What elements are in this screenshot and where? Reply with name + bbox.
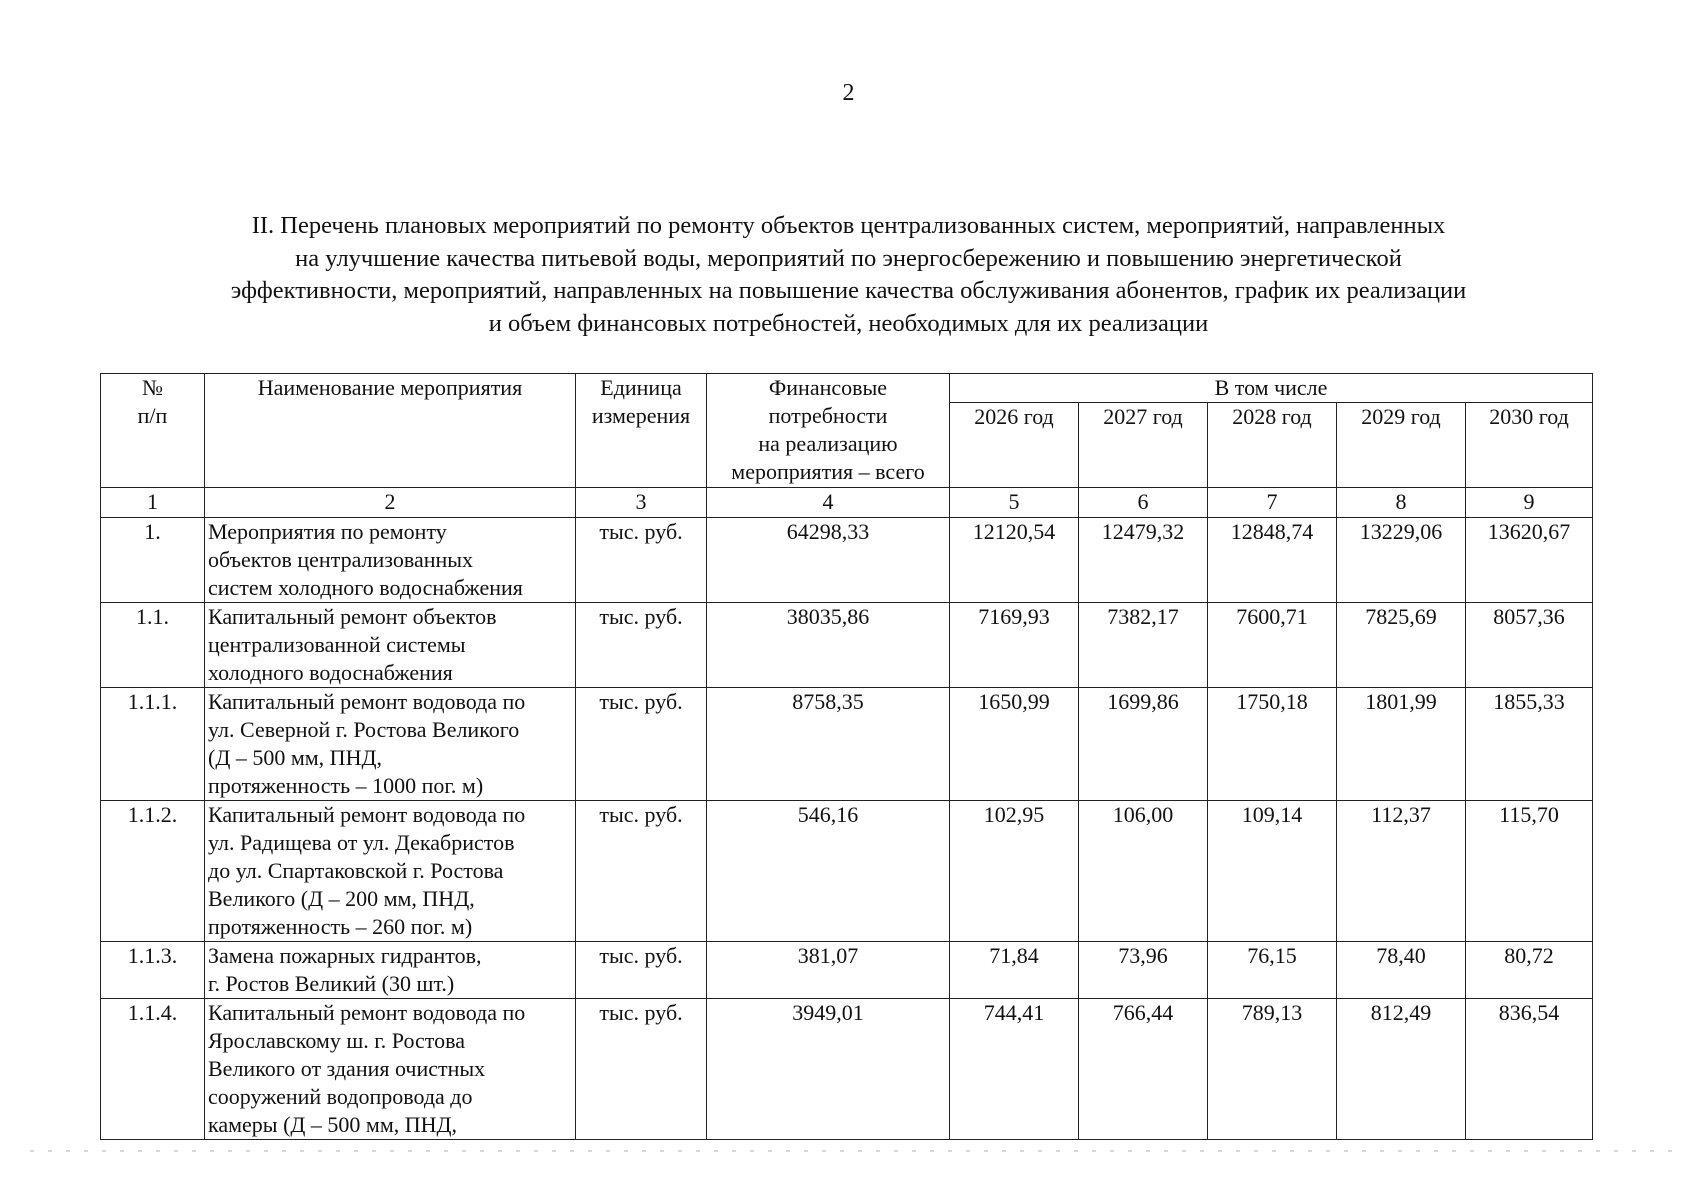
cell-year-value: 7169,93 — [950, 603, 1079, 688]
cell-year-value: 13620,67 — [1466, 518, 1593, 603]
cell-num: 1.1.4. — [101, 999, 205, 1140]
scan-artifact — [30, 1150, 1680, 1152]
header-unit: Единица измерения — [576, 374, 707, 488]
header-year: 2028 год — [1208, 403, 1337, 488]
column-number: 6 — [1079, 488, 1208, 518]
document-title — [100, 210, 1597, 340]
cell-year-value: 789,13 — [1208, 999, 1337, 1140]
cell-year-value: 12120,54 — [950, 518, 1079, 603]
header-total: Финансовые потребности на реализацию мероприятия – всего — [707, 374, 950, 488]
cell-year-value: 12848,74 — [1208, 518, 1337, 603]
page-number: 2 — [842, 80, 855, 106]
cell-unit: тыс. руб. — [576, 801, 707, 942]
cell-year-value: 1650,99 — [950, 688, 1079, 801]
cell-year-value: 836,54 — [1466, 999, 1593, 1140]
column-number: 7 — [1208, 488, 1337, 518]
table-row — [101, 688, 1593, 801]
cell-num: 1.1.3. — [101, 942, 205, 999]
cell-num: 1. — [101, 518, 205, 603]
cell-num: 1.1. — [101, 603, 205, 688]
cell-name: Капитальный ремонт водовода по Ярославскому ш. г. Ростова Великого от здания очистных сооружений водопровода до камеры (Д – 500 мм, ПНД, — [205, 999, 576, 1140]
column-number: 9 — [1466, 488, 1593, 518]
cell-year-value: 112,37 — [1337, 801, 1466, 942]
cell-year-value: 76,15 — [1208, 942, 1337, 999]
cell-year-value: 1699,86 — [1079, 688, 1208, 801]
cell-year-value: 7382,17 — [1079, 603, 1208, 688]
table-row — [101, 518, 1593, 603]
cell-num: 1.1.2. — [101, 801, 205, 942]
cell-year-value: 78,40 — [1337, 942, 1466, 999]
cell-year-value: 73,96 — [1079, 942, 1208, 999]
cell-year-value: 7825,69 — [1337, 603, 1466, 688]
header-year: 2029 год — [1337, 403, 1466, 488]
title-line: II. Перечень плановых мероприятий по ремонту объектов централизованных систем, мероприятий, направленных — [251, 212, 1446, 239]
column-number: 2 — [205, 488, 576, 518]
column-number: 3 — [576, 488, 707, 518]
header-year: 2026 год — [950, 403, 1079, 488]
cell-unit: тыс. руб. — [576, 942, 707, 999]
cell-unit: тыс. руб. — [576, 603, 707, 688]
cell-year-value: 1750,18 — [1208, 688, 1337, 801]
cell-year-value: 13229,06 — [1337, 518, 1466, 603]
table-row — [101, 942, 1593, 999]
cell-num: 1.1.1. — [101, 688, 205, 801]
header-num: № п/п — [101, 374, 205, 488]
header-row — [101, 374, 1593, 403]
column-number-row — [101, 488, 1593, 518]
cell-total: 546,16 — [707, 801, 950, 942]
cell-total: 381,07 — [707, 942, 950, 999]
column-number: 1 — [101, 488, 205, 518]
cell-year-value: 102,95 — [950, 801, 1079, 942]
cell-year-value: 109,14 — [1208, 801, 1337, 942]
cell-unit: тыс. руб. — [576, 518, 707, 603]
cell-name: Замена пожарных гидрантов, г. Ростов Великий (30 шт.) — [205, 942, 576, 999]
cell-year-value: 1855,33 — [1466, 688, 1593, 801]
header-year: 2030 год — [1466, 403, 1593, 488]
table-row — [101, 801, 1593, 942]
cell-name: Капитальный ремонт объектов централизованной системы холодного водоснабжения — [205, 603, 576, 688]
column-number: 8 — [1337, 488, 1466, 518]
cell-name: Капитальный ремонт водовода по ул. Радищева от ул. Декабристов до ул. Спартаковской г. Ростова Великого (Д – 200 мм, ПНД, протяженность – 260 пог. м) — [205, 801, 576, 942]
title-line: и объем финансовых потребностей, необходимых для их реализации — [488, 309, 1209, 337]
cell-unit: тыс. руб. — [576, 999, 707, 1140]
cell-name: Мероприятия по ремонту объектов централизованных систем холодного водоснабжения — [205, 518, 576, 603]
cell-year-value: 12479,32 — [1079, 518, 1208, 603]
cell-total: 8758,35 — [707, 688, 950, 801]
title-line: на улучшение качества питьевой воды, мероприятий по энергосбережению и повышению энергетической — [295, 244, 1402, 272]
cell-year-value: 7600,71 — [1208, 603, 1337, 688]
cell-name: Капитальный ремонт водовода по ул. Северной г. Ростова Великого (Д – 500 мм, ПНД, протяженность – 1000 пог. м) — [205, 688, 576, 801]
header-year: 2027 год — [1079, 403, 1208, 488]
table-row — [101, 603, 1593, 688]
table-row — [101, 999, 1593, 1140]
title-line: эффективности, мероприятий, направленных на повышение качества обслуживания абонентов, график их реализации — [230, 277, 1467, 304]
cell-year-value: 115,70 — [1466, 801, 1593, 942]
cell-year-value: 8057,36 — [1466, 603, 1593, 688]
column-number: 4 — [707, 488, 950, 518]
column-number: 5 — [950, 488, 1079, 518]
header-name: Наименование мероприятия — [205, 374, 576, 488]
cell-year-value: 766,44 — [1079, 999, 1208, 1140]
cell-year-value: 744,41 — [950, 999, 1079, 1140]
cell-total: 38035,86 — [707, 603, 950, 688]
cell-year-value: 106,00 — [1079, 801, 1208, 942]
cell-year-value: 812,49 — [1337, 999, 1466, 1140]
financial-plan-table — [100, 373, 1593, 1140]
cell-total: 3949,01 — [707, 999, 950, 1140]
cell-year-value: 71,84 — [950, 942, 1079, 999]
cell-year-value: 80,72 — [1466, 942, 1593, 999]
cell-year-value: 1801,99 — [1337, 688, 1466, 801]
cell-unit: тыс. руб. — [576, 688, 707, 801]
header-group: В том числе — [950, 374, 1593, 403]
cell-total: 64298,33 — [707, 518, 950, 603]
